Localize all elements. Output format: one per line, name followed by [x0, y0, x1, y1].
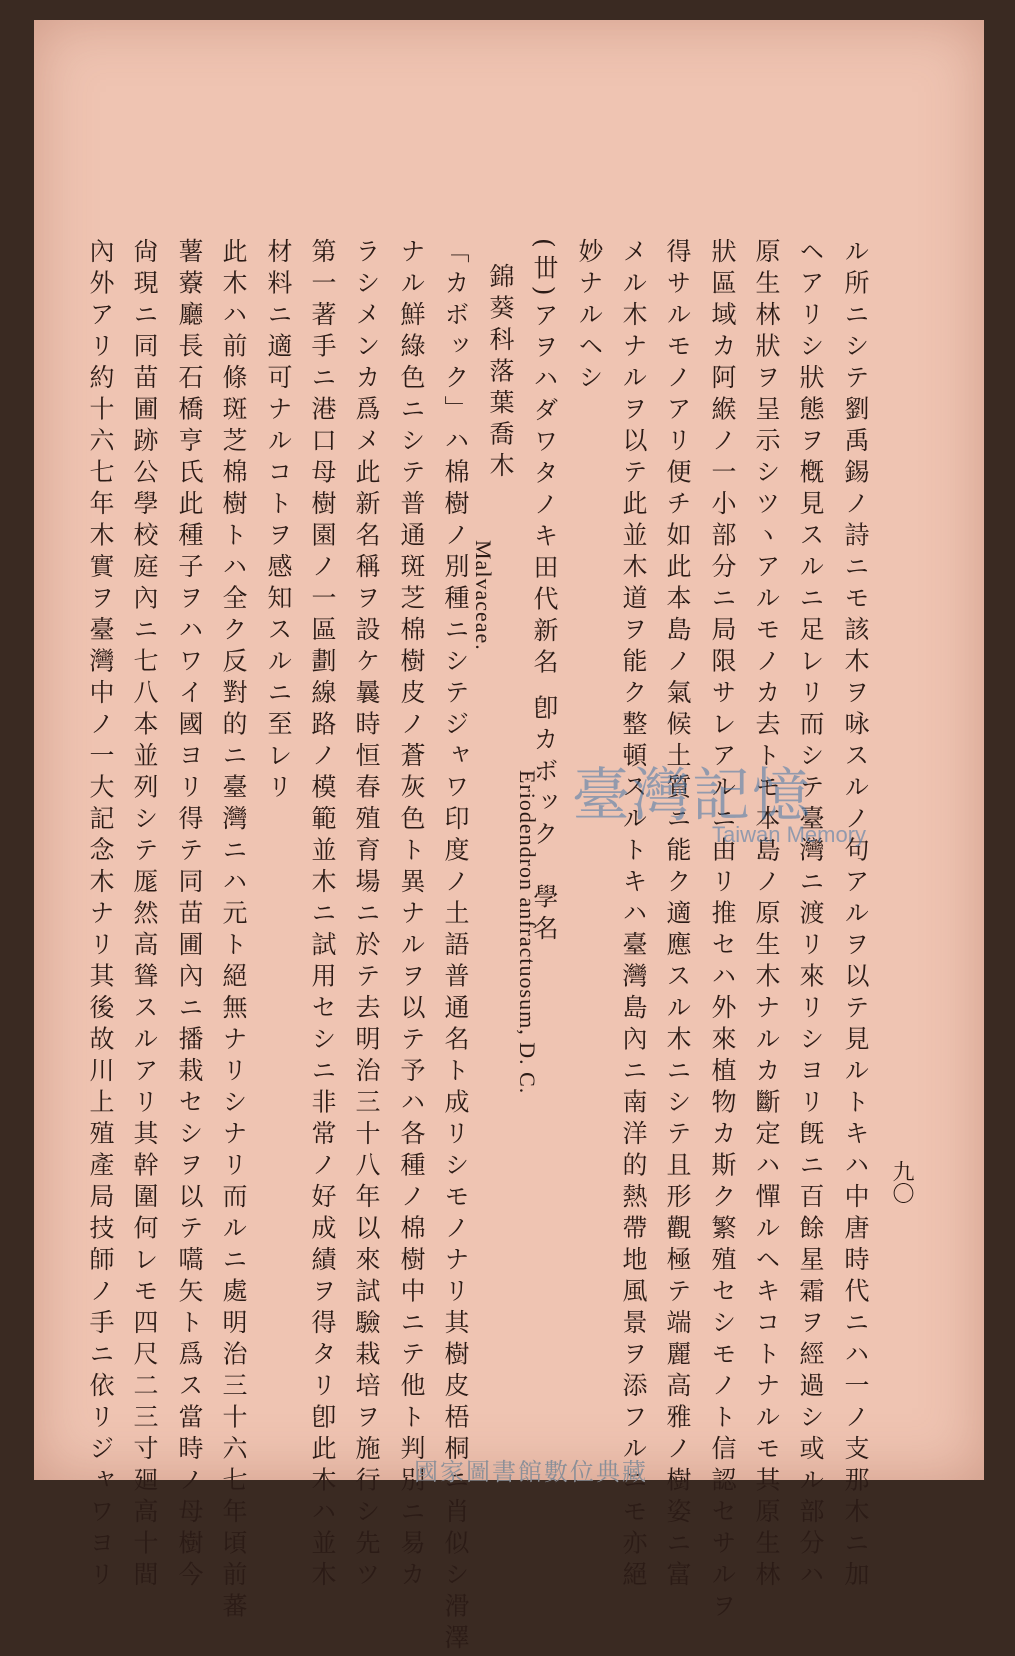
text-column: 得サルモノアリ便チ如此本島ノ氣候土質ニ能ク適應スル木ニシテ且形觀極テ端麗高雅ノ樹姿ニ富 [663, 238, 692, 1593]
text-column: 妙ナルヘシ [575, 238, 604, 396]
family-heading: 錦葵科落葉喬木 [486, 263, 515, 484]
document-page [34, 20, 984, 1656]
text-column: ラシメンカ爲メ此新名稱ヲ設ケ曩時恒春殖育場ニ於テ去明治三十八年以來試驗栽培ヲ施行シ先ツ [352, 238, 381, 1593]
text-column: ナル鮮綠色ニシテ普通斑芝棉樹皮ノ蒼灰色ト異ナルヲ以テ予ハ各種ノ棉樹中ニテ他ト判別ニ易カ [397, 238, 426, 1593]
family-latin-name: Malvaceae. [471, 540, 496, 651]
watermark-english: Taiwan Memory [712, 822, 867, 847]
text-column: 材料ニ適可ナルコトヲ感知スルニ至レリ [264, 238, 293, 805]
text-column: 狀區域カ阿緱ノ一小部分ニ局限サレアルニ由リ推セハ外來植物カ斯ク繁殖セシモノト信認セサルヲ [708, 238, 737, 1624]
text-column: メル木ナルヲ以テ此並木道ヲ能ク整頓スルトキハ臺灣島內ニ南洋的熱帶地風景ヲ添フルニモ亦絕 [619, 238, 648, 1593]
text-column: 此木ハ前條斑芝棉樹トハ全ク反對的ニ臺灣ニハ元ト絕無ナリシナリ而ルニ處明治三十六七年頃前蕃 [219, 238, 248, 1624]
text-column: 內外アリ約十六七年木實ヲ臺灣中ノ一大記念木ナリ其後故川上殖產局技師ノ手ニ依リジャワヨリ [86, 238, 115, 1593]
text-column: 尙現ニ同苗圃跡公學校庭內ニ七八本並列シテ厖然高聳スルアリ其幹圍何レモ四尺二三寸廻高十間 [130, 238, 159, 1593]
text-column: 「カボック」ハ棉樹ノ別種ニシテジャワ印度ノ土語普通名ト成リシモノナリ其樹皮梧桐ニ肖似シ滑澤 [441, 238, 470, 1656]
text-column: 薯藔廳長石橋亨氏此種子ヲハワイ國ヨリ得テ同苗圃內ニ播栽セシヲ以テ嚆矢ト爲ス當時ノ母樹今 [175, 238, 204, 1593]
taiwan-memory-watermark [572, 762, 866, 848]
watermark-chinese: 臺灣記憶 [572, 761, 813, 829]
text-column: 原生林狀ヲ呈示シツヽアルモノカ去トモ本島ノ原生木ナルカ斷定ハ憚ルヘキコトナルモ其原生林 [752, 238, 781, 1593]
library-footer: 國家圖書館數位典藏 [414, 1458, 648, 1486]
scientific-name: Eriodendron anfractuosum, D. C. [515, 770, 540, 1095]
text-column: ヘアリシ狀態ヲ槪見スルニ足レリ而シテ臺灣ニ渡リ來リシヨリ旣ニ百餘星霜ヲ經過シ或ル部分ハ [796, 238, 825, 1593]
species-heading: (丗)アヲハダワタノキ田代新名 卽カボック 學名 [530, 238, 559, 947]
text-column: 第一著手ニ港口母樹園ノ一區劃線路ノ模範並木ニ試用セシニ非常ノ好成績ヲ得タリ卽此木ハ並木 [308, 238, 337, 1593]
text-column: ル所ニシテ劉禹錫ノ詩ニモ該木ヲ咏スルノ句アルヲ以テ見ルトキハ中唐時代ニハ一ノ支那木ニ加 [841, 238, 870, 1593]
page-number: 九〇 [889, 1160, 914, 1204]
